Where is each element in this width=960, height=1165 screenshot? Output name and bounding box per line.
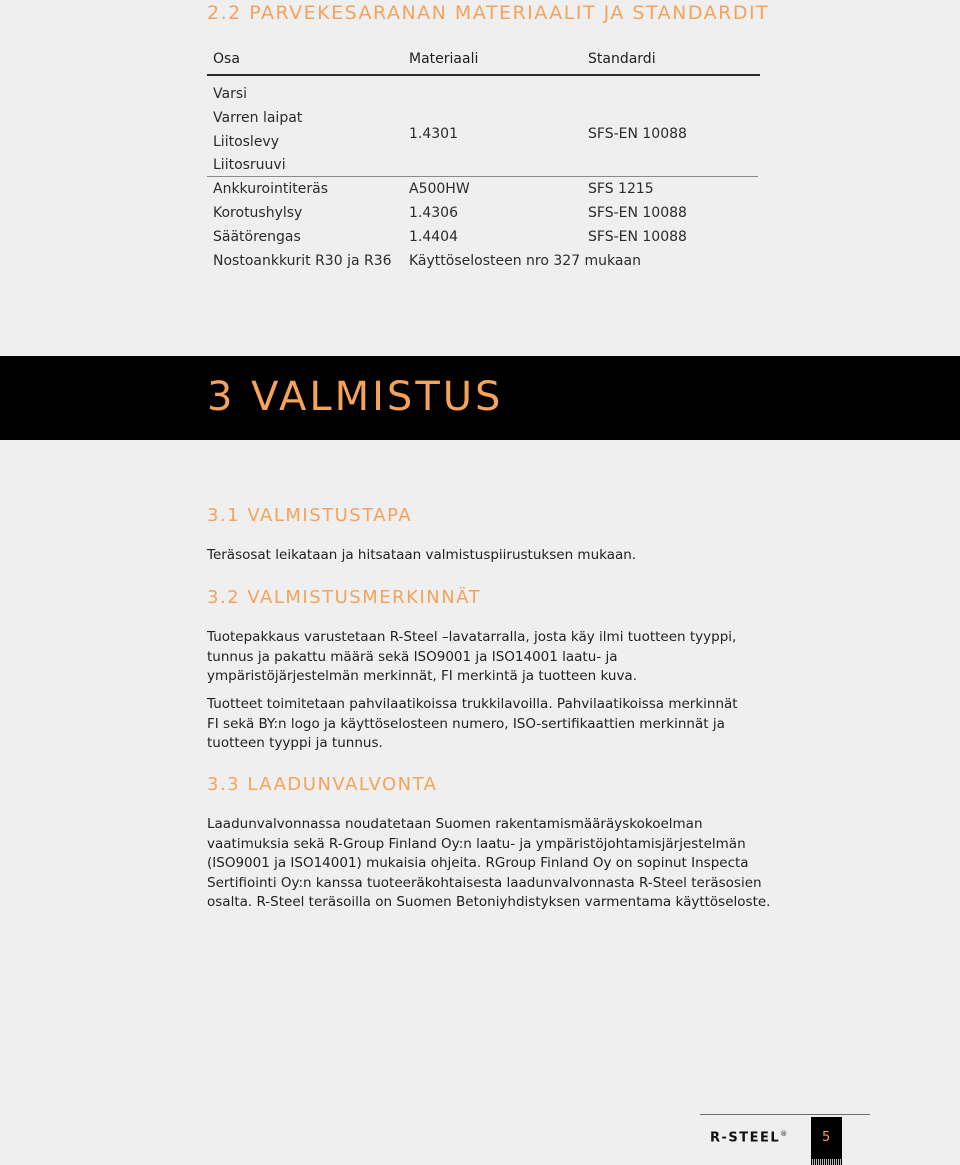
table-cell-part: Ankkurointiteräs bbox=[213, 181, 328, 197]
table-cell-part: Varsi bbox=[213, 86, 248, 102]
logo-text: R-STEEL bbox=[710, 1130, 781, 1146]
text-line: tuotteen tyyppi ja tunnus. bbox=[207, 735, 383, 751]
stripe-pattern bbox=[811, 1159, 842, 1165]
table-row bbox=[207, 203, 760, 227]
section-3-2-heading: 3.2 VALMISTUSMERKINNÄT bbox=[207, 587, 482, 608]
table-cell-part: Nostoankkurit R30 ja R36 bbox=[213, 253, 392, 269]
text-line: Tuotepakkaus varustetaan R-Steel –lavatarralla, josta käy ilmi tuotteen tyyppi, bbox=[207, 629, 737, 645]
table-row bbox=[207, 227, 760, 251]
page-number-box bbox=[811, 1117, 842, 1165]
table-cell-part: Korotushylsy bbox=[213, 205, 303, 221]
table-cell-material: A500HW bbox=[409, 181, 470, 197]
section-3-1-heading: 3.1 VALMISTUSTAPA bbox=[207, 505, 413, 526]
table-row bbox=[207, 251, 760, 275]
table-cell-part: Liitosruuvi bbox=[213, 157, 286, 173]
table-header bbox=[207, 46, 760, 76]
text-line: (ISO9001 ja ISO14001) mukaisia ohjeita. RGroup Finland Oy on sopinut Inspecta bbox=[207, 855, 749, 871]
table-cell-standard: SFS-EN 10088 bbox=[588, 205, 687, 221]
text-line: tunnus ja pakattu määrä sekä ISO9001 ja ISO14001 laatu- ja bbox=[207, 648, 618, 665]
table-cell-part: Säätörengas bbox=[213, 229, 301, 245]
section-3-3-heading: 3.3 LAADUNVALVONTA bbox=[207, 774, 438, 795]
section-3-2-paragraph-1 bbox=[207, 628, 767, 687]
footer-divider bbox=[700, 1114, 870, 1115]
table-cell-standard: SFS-EN 10088 bbox=[588, 126, 687, 142]
text-line: Tuotteet toimitetaan pahvilaatikoissa trukkilavoilla. Pahvilaatikoissa merkinnät bbox=[207, 696, 738, 712]
table-cell-material: 1.4404 bbox=[409, 229, 458, 245]
table-row bbox=[207, 179, 760, 203]
materials-table bbox=[207, 46, 760, 275]
table-cell-standard: SFS-EN 10088 bbox=[588, 229, 687, 245]
header-materiaali: Materiaali bbox=[409, 51, 479, 67]
table-cell-part: Liitoslevy bbox=[213, 134, 280, 150]
text-line: FI sekä BY:n logo ja käyttöselosteen numero, ISO-sertifikaattien merkinnät ja bbox=[207, 715, 725, 732]
section-2-2-heading: 2.2 PARVEKESARANAN MATERIAALIT JA STANDARDIT bbox=[207, 2, 770, 24]
table-cell-part: Varren laipat bbox=[213, 110, 303, 126]
section-3-3-paragraph bbox=[207, 815, 787, 913]
text-line: vaatimuksia sekä R-Group Finland Oy:n laatu- ja ympäristöjohtamisjärjestelmän bbox=[207, 835, 746, 852]
table-cell-material: Käyttöselosteen nro 327 mukaan bbox=[409, 253, 641, 269]
r-steel-logo bbox=[710, 1130, 787, 1145]
header-osa: Osa bbox=[213, 51, 240, 67]
text-line: Sertifiointi Oy:n kanssa tuoteeräkohtaisesta laadunvalvonnasta R-Steel teräsosien bbox=[207, 874, 762, 891]
registered-mark: ® bbox=[780, 1130, 788, 1138]
table-cell-material: 1.4306 bbox=[409, 205, 458, 221]
chapter-band bbox=[0, 356, 960, 440]
text-line: Laadunvalvonnassa noudatetaan Suomen rakentamismääräyskokoelman bbox=[207, 816, 703, 832]
header-standardi: Standardi bbox=[588, 51, 656, 67]
section-3-1-text: Teräsosat leikataan ja hitsataan valmistuspiirustuksen mukaan. bbox=[207, 547, 637, 563]
table-row-group bbox=[207, 76, 758, 177]
page-number: 5 bbox=[822, 1130, 831, 1145]
table-cell-standard: SFS 1215 bbox=[588, 181, 654, 197]
text-line: osalta. R-Steel teräsoilla on Suomen Betoniyhdistyksen varmentama käyttöseloste. bbox=[207, 894, 771, 910]
chapter-title: 3 VALMISTUS bbox=[207, 374, 504, 420]
text-line: ympäristöjärjestelmän merkinnät, FI merkintä ja tuotteen kuva. bbox=[207, 668, 637, 684]
section-3-2-paragraph-2 bbox=[207, 695, 767, 754]
table-cell-material: 1.4301 bbox=[409, 126, 458, 142]
